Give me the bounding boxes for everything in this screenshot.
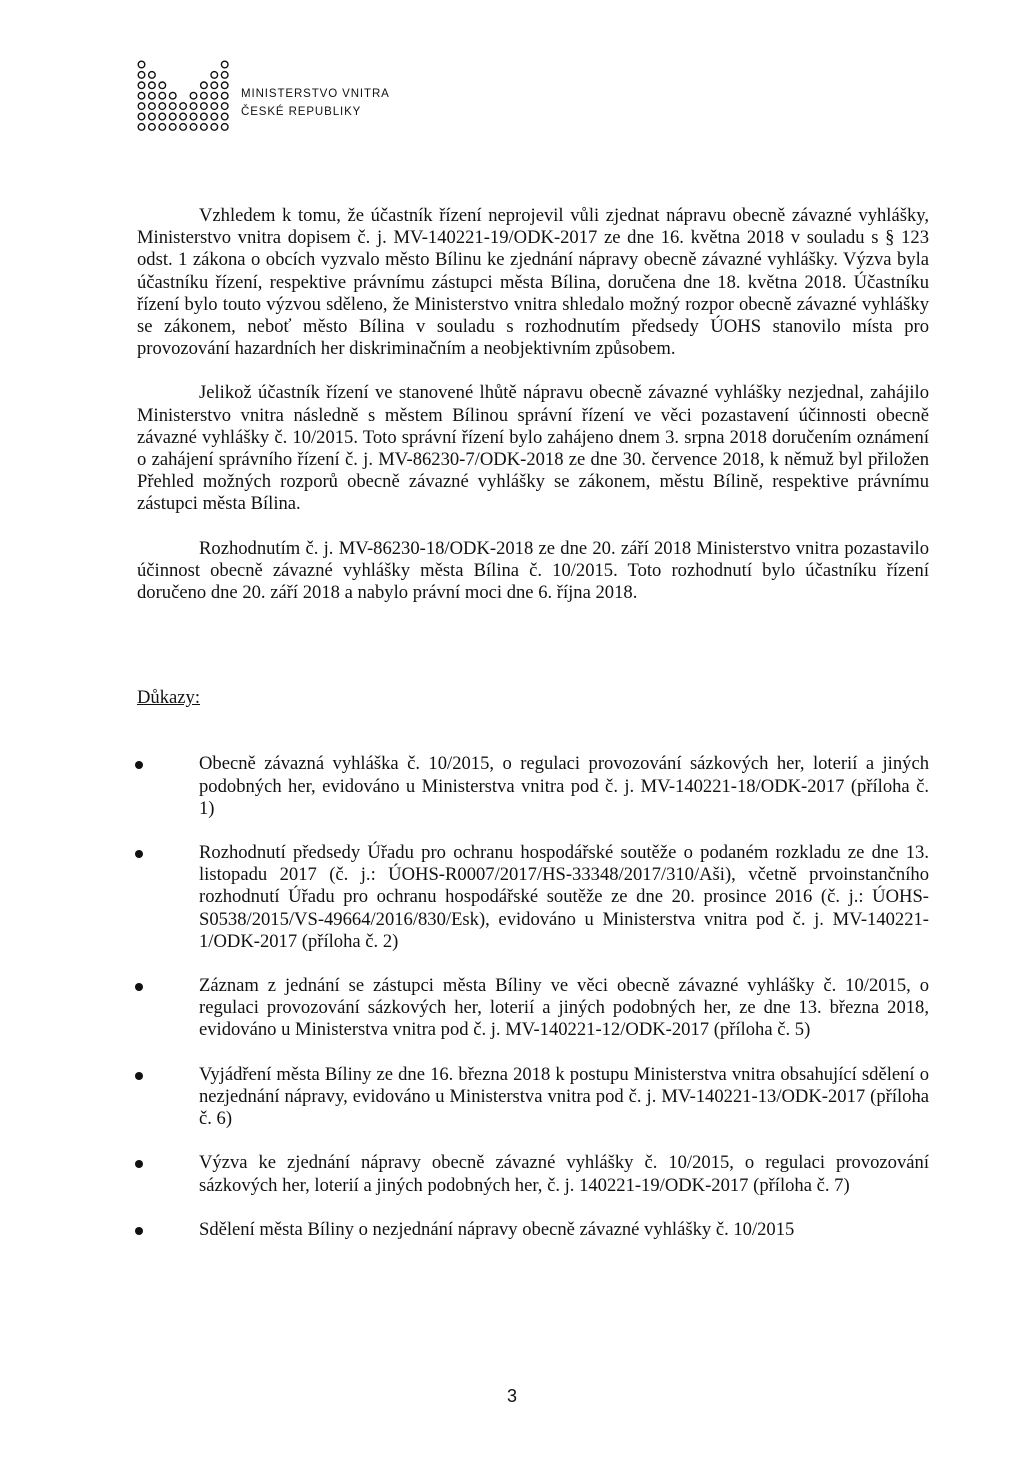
organization-name-line-1: MINISTERSTVO VNITRA [241, 88, 390, 100]
logo-dot [159, 92, 166, 99]
logo-dot [221, 103, 228, 110]
evidence-heading: Důkazy: [137, 687, 200, 709]
logo-dot [180, 103, 187, 110]
logo-dot [211, 92, 218, 99]
logo-dot [190, 92, 197, 99]
evidence-item-text: Záznam z jednání se zástupci města Bíliny ve věci obecně závazné vyhlášky č. 10/2015, o regulaci provozování sázkových her, loterií a jiných podobných her, ze dne 13. března 2018, evidováno u Ministerstva vnitra pod č. j. MV-140221-12/ODK-2017 (příloha č. 5) [199, 975, 929, 1041]
logo-dot [138, 113, 145, 120]
logo-dot [149, 72, 156, 79]
evidence-item-text: Výzva ke zjednání nápravy obecně závazné vyhlášky č. 10/2015, o regulaci provozování sázkových her, loterií a jiných podobných her, č. j. 140221-19/ODK-2017 (příloha č. 7) [199, 1152, 929, 1196]
logo-dot [201, 103, 208, 110]
evidence-item [137, 753, 929, 820]
logo-dot [201, 113, 208, 120]
logo-dot [149, 92, 156, 99]
logo-dot [149, 82, 156, 89]
evidence-item-text: Vyjádření města Bíliny ze dne 16. března 2018 k postupu Ministerstva vnitra obsahující sdělení o nezjednání nápravy, evidováno u Ministerstva vnitra pod č. j. MV-140221-13/ODK-2017 (příloha č. 6) [199, 1063, 929, 1130]
logo-dot [159, 82, 166, 89]
logo-dot [169, 92, 176, 99]
evidence-item [137, 1152, 929, 1196]
evidence-item-text: Sdělení města Bíliny o nezjednání nápravy obecně závazné vyhlášky č. 10/2015 [199, 1218, 795, 1240]
bullet-icon [135, 1227, 143, 1235]
logo-dot [138, 72, 145, 79]
logo-dot [149, 113, 156, 120]
logo-dot [221, 113, 228, 120]
logo-dot [221, 124, 228, 131]
ministry-logo-icon [137, 60, 233, 132]
evidence-item [137, 1064, 929, 1131]
logo-dot [138, 92, 145, 99]
logo-dot [149, 124, 156, 131]
evidence-item [137, 842, 929, 953]
logo-dot [190, 113, 197, 120]
bullet-icon [135, 1160, 143, 1168]
logo-dot [159, 124, 166, 131]
evidence-list [137, 753, 929, 1240]
logo-dot [138, 61, 145, 68]
logo-dot [201, 92, 208, 99]
logo-dot [211, 82, 218, 89]
bullet-icon [135, 1072, 143, 1080]
logo-dot [221, 72, 228, 79]
logo-dot [221, 61, 228, 68]
logo-dot [169, 113, 176, 120]
page-number: 3 [506, 1386, 517, 1406]
paragraph-proceedings: Jelikož účastník řízení ve stanovené lhůtě nápravu obecně závazné vyhlášky nezjednal, zahájilo Ministerstvo vnitra následně s městem Bílinou správní řízení ve věci pozastavení účinnosti obecně závazné vyhlášky č. 10/2015. Toto správní řízení bylo zahájeno dnem 3. srpna 2018 doručením oznámení o zahájení správního řízení č. j. MV-86230-7/ODK-2018 ze dne 30. července 2018, k němuž byl přiložen Přehled možných rozporů obecně závazné vyhlášky se zákonem, městu Bílině, respektive právnímu zástupci města Bílina. [137, 382, 929, 515]
logo-dot [149, 103, 156, 110]
logo-dot [138, 82, 145, 89]
logo-dot [169, 124, 176, 131]
logo-dot [221, 82, 228, 89]
logo-dot [211, 113, 218, 120]
logo-dot [211, 103, 218, 110]
paragraph-summons: Vzhledem k tomu, že účastník řízení neprojevil vůli zjednat nápravu obecně závazné vyhlášky, Ministerstvo vnitra dopisem č. j. MV-140221-19/ODK-2017 ze dne 16. května 2018 v souladu s § 123 odst. 1 zákona o obcích vyzvalo město Bílinu ke zjednání nápravy obecně závazné vyhlášky. Výzva byla účastníku řízení, respektive právnímu zástupci města Bílina, doručena dne 18. května 2018. Účastníku řízení bylo touto výzvou sděleno, že Ministerstvo vnitra shledalo možný rozpor obecně závazné vyhlášky se zákonem, neboť město Bílina v souladu s rozhodnutím předsedy ÚOHS stanovilo místa pro provozování hazardních her diskriminačním a neobjektivním způsobem. [137, 205, 929, 360]
logo-dot [138, 124, 145, 131]
bullet-icon [135, 761, 143, 769]
logo-dot [221, 92, 228, 99]
logo-dot [159, 113, 166, 120]
logo-dot [180, 113, 187, 120]
logo-dot [180, 124, 187, 131]
bullet-icon [135, 983, 143, 991]
logo-dot [190, 124, 197, 131]
logo-dot [201, 124, 208, 131]
organization-name [241, 85, 390, 121]
logo-dot [169, 103, 176, 110]
paragraph-decision: Rozhodnutím č. j. MV-86230-18/ODK-2018 ze dne 20. září 2018 Ministerstvo vnitra pozastavilo účinnost obecně závazné vyhlášky města Bílina č. 10/2015. Toto rozhodnutí bylo účastníku řízení doručeno dne 20. září 2018 a nabylo právní moci dne 6. října 2018. [137, 537, 929, 604]
logo-dot [211, 124, 218, 131]
evidence-item [137, 1219, 929, 1241]
logo-dot [159, 103, 166, 110]
logo-dot [201, 82, 208, 89]
logo-dot [190, 103, 197, 110]
evidence-item-text: Rozhodnutí předsedy Úřadu pro ochranu hospodářské soutěže o podaném rozkladu ze dne 13. listopadu 2017 (č. j.: ÚOHS-R0007/2017/HS-33348/2017/310/Aši), včetně prvoinstančního rozhodnutí Úřadu pro ochranu hospodářské soutěže ze dne 20. prosince 2016 (č. j.: ÚOHS-S0538/2015/VS-49664/2016/830/Esk), evidováno u Ministerstva vnitra pod č. j. MV-140221-1/ODK-2017 (příloha č. 2) [199, 842, 929, 952]
logo-dot [138, 103, 145, 110]
evidence-item [137, 975, 929, 1042]
logo-dot [211, 72, 218, 79]
evidence-item-text: Obecně závazná vyhláška č. 10/2015, o regulaci provozování sázkových her, loterií a jiných podobných her, evidováno u Ministerstva vnitra pod č. j. MV-140221-18/ODK-2017 (příloha č. 1) [199, 753, 929, 819]
organization-name-line-2: ČESKÉ REPUBLIKY [241, 106, 362, 118]
document-body [137, 205, 929, 1241]
bullet-icon [135, 850, 143, 858]
